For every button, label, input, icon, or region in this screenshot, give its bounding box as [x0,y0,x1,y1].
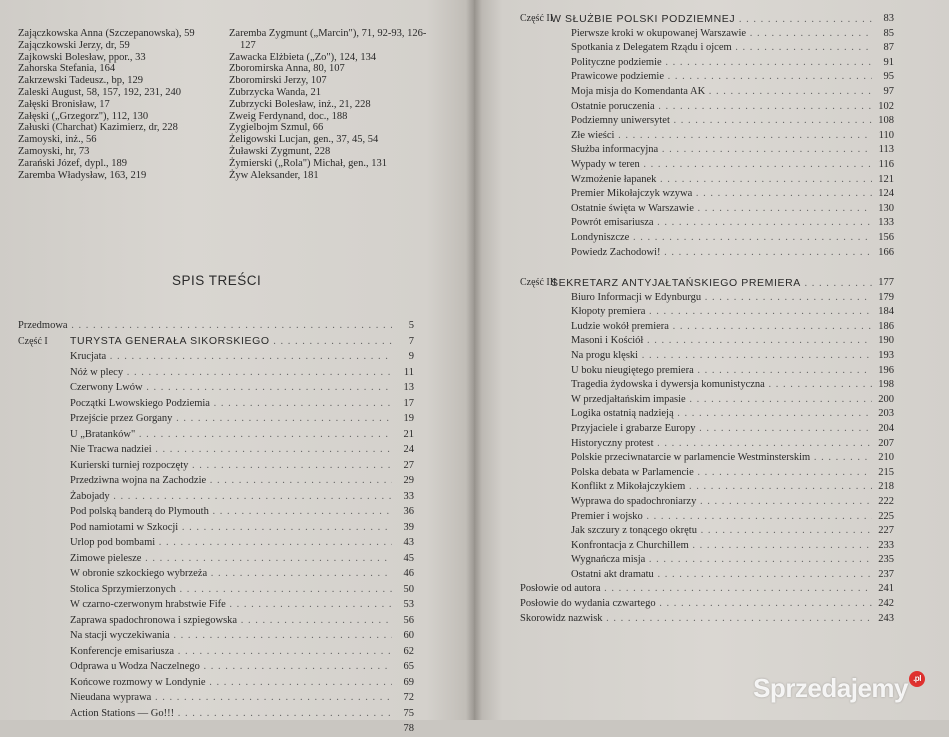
toc-page-number: 75 [403,707,414,719]
index-entry: Zboromirska Anna, 80, 107 [229,63,345,75]
toc-row [494,129,894,144]
toc-row [494,334,894,349]
toc-row [494,56,894,71]
toc-label: Krucjata [70,351,107,362]
toc-label: Premier i wojsko [571,510,643,522]
toc-page-number: 233 [878,539,894,551]
toc-label: SEKRETARZ ANTYJAŁTAŃSKIEGO PREMIERA [551,277,801,289]
toc-page-number: 69 [403,676,414,688]
toc-row [18,520,414,536]
toc-row [494,246,894,261]
toc-label: Kłopoty premiera [571,306,646,318]
toc-row [18,706,414,722]
toc-part-row [494,276,894,291]
book-gutter [466,0,482,720]
toc-page-number: 108 [878,115,894,127]
toc-label: Spotkania z Delegatem Rządu i ojcem [571,42,732,54]
toc-row [494,291,894,306]
toc-page-number: 243 [878,612,894,624]
toc-page-number: 21 [403,428,414,440]
toc-row [494,466,894,481]
toc-row [494,187,894,202]
index-entry: Żyw Aleksander, 181 [229,169,319,181]
toc-label: Posłowie od autora [520,583,601,595]
toc-page-number: 204 [878,422,894,434]
toc-page-number: 36 [403,506,414,517]
toc-page-number: 65 [403,661,414,672]
toc-page-number: 29 [403,475,414,486]
toc-label: Powrót emisariusza [571,217,654,229]
toc-page-number: 53 [403,599,414,610]
toc-part-number: Część I [18,335,48,347]
toc-row [494,437,894,452]
toc-label: U „Bratanków" [70,428,136,440]
toc-row [494,407,894,422]
toc-row [494,305,894,320]
toc-page-number: 85 [883,27,894,39]
toc-row [18,365,414,381]
toc-page-number: 17 [403,397,414,409]
toc-row [494,231,894,246]
toc-page-number: 27 [403,459,414,471]
toc-label: Konfrontacja z Churchillem [571,539,689,551]
toc-label: Historyczny protest [571,437,654,449]
toc-row [18,597,414,613]
toc-label: Podziemny uniwersytet [571,115,670,127]
toc-page-number: 227 [878,525,894,537]
index-entry: Zajączkowska Anna (Szczepanowska), 59 [18,28,195,39]
toc-row [18,535,414,551]
toc-row [18,582,414,598]
toc-page-number: 196 [878,364,894,376]
index-entry: Zajkowski Bolesław, ppor., 33 [18,51,146,63]
toc-row [494,364,894,379]
toc-label: Skorowidz nazwisk [520,612,603,624]
toc-part-1 [18,318,414,737]
toc-label: Ostatnie poruczenia [571,100,655,112]
toc-page-number: 91 [883,56,894,68]
toc-label: Nóż w plecy [70,366,124,378]
index-entry: Zawacka Elżbieta („Zo"), 124, 134 [229,51,377,63]
toc-row [494,378,894,393]
watermark-tld-badge: .pl [909,671,925,687]
index-entry: Zarański Józef, dypl., 189 [18,157,128,169]
toc-part-2 [494,12,894,260]
right-page [474,0,949,720]
toc-row [18,458,414,474]
toc-label: Przejście przez Gorgany [70,413,173,424]
toc-row [494,320,894,335]
toc-label: Służba informacyjna [571,144,659,156]
toc-page-number: 19 [403,413,414,424]
toc-page-number: 241 [878,583,894,595]
toc-row [18,675,414,691]
toc-label: Moja misja do Komendanta AK [571,85,706,97]
toc-page-number: 9 [408,351,414,362]
index-entry: Zboromirski Jerzy, 107 [229,75,327,87]
toc-label: W przedjałtańskim impasie [571,393,686,405]
index-entry: Załęski Bronisław, 17 [18,98,110,110]
toc-page-number: 116 [878,158,894,170]
toc-page-number: 218 [878,481,894,493]
toc-label: Prawicowe podziemie [571,71,665,83]
toc-page-number: 13 [403,382,414,393]
toc-label: Pod polską banderą do Plymouth [70,506,209,517]
toc-page-number: 190 [878,335,894,347]
toc-page-number: 45 [403,552,414,564]
toc-label: Wyprawa do spadochroniarzy [571,495,697,507]
index-entry: Zaremba Władysław, 163, 219 [18,169,147,181]
toc-label: Polska debata w Parlamencie [571,466,694,478]
index-column-1 [18,28,218,181]
toc-row [494,568,894,583]
toc-page-number: 179 [878,291,894,303]
toc-part-number: Część III [520,277,557,288]
toc-row [494,422,894,437]
toc-row [494,612,894,627]
toc-label: Polskie przeciwnatarcie w parlamencie Westminsterskim [571,452,811,464]
index-entry: Zubrzycka Wanda, 21 [229,86,321,98]
index-entry: Zaleski August, 58, 157, 192, 231, 240 [18,86,182,98]
toc-page-number: 210 [878,452,894,464]
toc-page-number: 46 [403,568,414,579]
toc-label: Premier Mikołajczyk wzywa [571,188,693,200]
toc-row [18,396,414,412]
toc-page-number: 156 [878,231,894,243]
toc-label: Polityczne podziemie [571,56,662,68]
watermark-brand: Sprzedajemy [753,673,908,703]
index-entry: Zubrzycki Bolesław, inż., 21, 228 [229,98,371,110]
toc-label: Przedziwna wojna na Zachodzie [70,475,207,486]
toc-row [494,41,894,56]
toc-page-number: 24 [403,444,414,455]
toc-page-number: 113 [878,144,894,156]
toc-label: Kurierski turniej rozpoczęty [70,459,189,471]
toc-label: Pierwsze kroki w okupowanej Warszawie [571,27,747,39]
index-entry: Załęski („Grzegorz"), 112, 130 [18,110,149,122]
toc-page-number: 78 [403,723,414,734]
toc-page-number: 5 [408,320,414,331]
toc-label: Wypady w teren [571,158,640,170]
toc-page-number: 72 [403,692,414,703]
toc-label: Zimowe pielesze [70,552,142,564]
toc-title: SPIS TREŚCI [172,273,262,288]
toc-page-number: 215 [878,466,894,478]
toc-label: Ostatnie święta w Warszawie [571,202,694,214]
toc-row [18,721,414,737]
index-entry: Zaremba Zygmunt („Marcin"), 71, 92-93, 126-127 [229,28,427,51]
toc-label: Na progu klęski [571,349,639,361]
toc-page-number: 130 [878,202,894,214]
toc-label: Odprawa u Wodza Naczelnego [70,661,200,672]
toc-label: Urlop pod bombami [70,537,156,548]
toc-page-number: 200 [878,393,894,405]
index-entry: Żuławski Zygmunt, 228 [229,145,331,157]
toc-label: Ostatni akt dramatu [571,568,654,580]
toc-row [494,173,894,188]
toc-page-number: 87 [883,42,894,54]
toc-label: Biuro Informacji w Edynburgu [571,291,702,303]
toc-label: Stolica Sprzymierzonych [70,583,176,595]
toc-label: W czarno-czerwonym hrabstwie Fife [70,599,226,610]
toc-row [18,566,414,582]
toc-page-number: 186 [878,320,894,332]
toc-page-number: 11 [403,366,414,378]
toc-label: U boku nieugiętego premiera [571,364,694,376]
index-entry: Zahorska Stefania, 164 [18,63,116,75]
toc-row [18,380,414,396]
toc-page-number: 97 [883,85,894,97]
toc-page-number: 166 [878,246,894,258]
toc-row [18,473,414,489]
toc-row [494,349,894,364]
toc-label: W SŁUŻBIE POLSKI PODZIEMNEJ [551,13,736,25]
toc-label: Konferencje emisariusza [70,645,175,657]
toc-label: Nie Tracwa nadziei [70,444,152,455]
toc-page-number: 124 [878,188,894,200]
toc-page-number: 237 [878,568,894,580]
toc-page-number: 56 [403,614,414,626]
toc-row [494,451,894,466]
toc-label: Masoni i Kościół [571,335,644,347]
index-entry: Zweig Ferdynand, doc., 188 [229,110,348,122]
toc-page-number: 184 [878,306,894,318]
toc-label: Przyjaciele i grabarze Europy [571,422,696,434]
toc-page-number: 110 [878,129,894,141]
toc-page-number: 83 [883,13,894,24]
toc-page-number: 33 [403,490,414,502]
toc-row [18,690,414,706]
toc-row [494,27,894,42]
toc-page-number: 39 [403,521,414,533]
index-entry: Załuski (Charchat) Kazimierz, dr, 228 [18,122,178,134]
toc-page-number: 193 [878,349,894,361]
toc-label: Na stacji wyczekiwania [70,630,170,641]
watermark-logo [753,673,925,704]
toc-row [18,644,414,660]
toc-page-number: 222 [878,495,894,507]
toc-page-number: 225 [878,510,894,522]
toc-label: Zaprawa spadochronowa i szpiegowska [70,614,238,626]
toc-page-number: 133 [878,217,894,229]
toc-page-number: 102 [878,100,894,112]
toc-label: W obronie szkockiego wybrzeża [70,568,208,579]
toc-row [18,659,414,675]
toc-row [494,553,894,568]
toc-label: Żabojady [70,490,110,502]
toc-page-number: 198 [878,379,894,391]
toc-label: Wygnańcza misja [571,554,646,566]
index-entry: Zakrzewski Tadeusz., bp, 129 [18,75,144,87]
toc-row [494,510,894,525]
toc-label: Tragedia żydowska i dywersja komunistyczna [571,379,765,391]
toc-page-number: 62 [403,645,414,657]
toc-part-row [494,12,894,27]
toc-row [494,158,894,173]
toc-label: Londyniszcze [571,231,630,243]
toc-row [18,551,414,567]
toc-part-3 [494,276,894,626]
toc-label: Przedmowa [18,320,68,331]
toc-label: Czerwony Lwów [70,382,143,393]
toc-label: Action Stations — Go!!! [70,707,175,719]
index-entry: Zamoyski, inż., 56 [18,134,97,146]
toc-row [494,100,894,115]
toc-page-number: 177 [878,277,894,288]
index-entry: Zygielbojm Szmul, 66 [229,122,324,134]
toc-row [494,202,894,217]
toc-page-number: 121 [878,173,894,185]
toc-row [18,411,414,427]
toc-row [18,613,414,629]
toc-row [494,70,894,85]
toc-row [494,143,894,158]
toc-row [494,495,894,510]
index-entry: Zamoyski, hr, 73 [18,145,90,157]
toc-row [494,597,894,612]
toc-page-number: 60 [403,630,414,641]
toc-row [18,427,414,443]
toc-row [494,480,894,495]
toc-row [18,349,414,365]
toc-label: Wzmożenie łapanek [571,173,657,185]
toc-label: Konflikt z Mikołajczykiem [571,481,686,493]
toc-row [18,628,414,644]
toc-row [494,539,894,554]
toc-row [18,504,414,520]
toc-page-number: 7 [408,335,414,347]
toc-row [494,582,894,597]
toc-row [494,85,894,100]
toc-page-number: 207 [878,437,894,449]
toc-label: Logika ostatnią nadzieją [571,408,674,420]
toc-row [494,393,894,408]
toc-label: Posłowie do wydania czwartego [520,598,656,610]
toc-label: Ludzie wokół premiera [571,320,669,332]
index-entry: Żeligowski Lucjan, gen., 37, 45, 54 [229,134,379,146]
toc-row [18,442,414,458]
left-page [0,0,474,734]
toc-page-number: 242 [878,598,894,610]
toc-label: TURYSTA GENERAŁA SIKORSKIEGO [70,334,270,347]
toc-label: Nieudana wyprawa [70,692,152,703]
toc-page-number: 203 [878,408,894,420]
toc-label: Początki Lwowskiego Podziemia [70,397,210,409]
toc-page-number: 43 [403,537,414,548]
index-entry: Żymierski („Rola") Michał, gen., 131 [229,157,387,169]
toc-page-number: 50 [403,583,414,595]
toc-row [18,318,414,334]
toc-part-number: Część II [520,13,554,24]
index-column-2 [229,28,429,181]
toc-page-number: 235 [878,554,894,566]
toc-part-row [18,334,414,350]
toc-label: Pod namiotami w Szkocji [70,521,179,533]
toc-row [494,216,894,231]
toc-label: Jak szczury z tonącego okrętu [571,525,697,537]
toc-row [494,524,894,539]
toc-label: Powiedz Zachodowi! [571,246,661,258]
toc-label: Końcowe rozmowy w Londynie [70,676,206,688]
toc-label: Złe wieści [571,129,615,141]
toc-row [18,489,414,505]
toc-page-number: 95 [883,71,894,83]
toc-row [494,114,894,129]
index-entry: Zajączkowski Jerzy, dr, 59 [18,39,130,51]
